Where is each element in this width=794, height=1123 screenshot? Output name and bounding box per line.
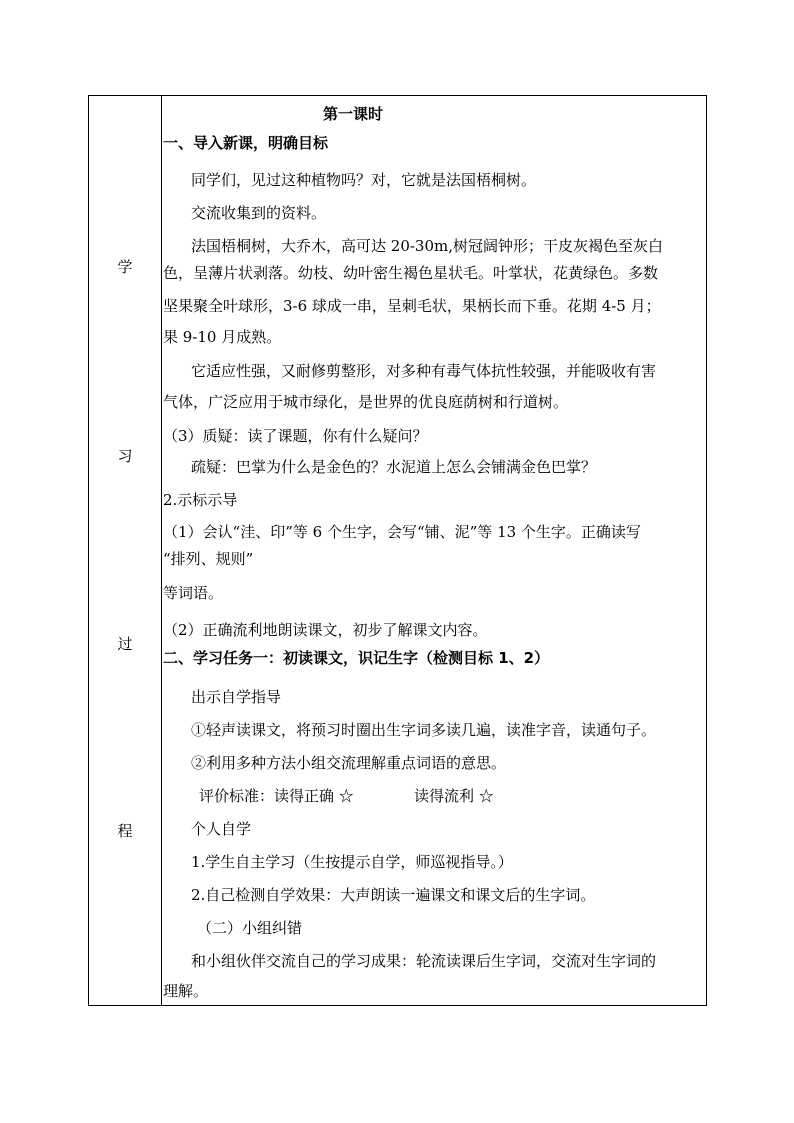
goal-heading: 2.示标示导 bbox=[163, 491, 238, 509]
side-label-char-3: 过 bbox=[117, 635, 133, 653]
paragraph-3-line-3: 坚果聚全叶球形，3-6 球成一串，呈刺毛状，果柄长而下垂。花期 4-5 月； bbox=[163, 297, 661, 315]
goal-1-line-3: 等词语。 bbox=[163, 584, 224, 602]
criteria-fluent: 读得流利 ☆ bbox=[414, 787, 494, 805]
paragraph-4-line-1: 它适应性强，又耐修剪整形，对多种有毒气体抗性较强，并能吸收有害 bbox=[191, 362, 657, 380]
lesson-title: 第一课时 bbox=[323, 105, 384, 123]
question-3: （3）质疑：读了课题，你有什么疑问？ bbox=[163, 427, 428, 445]
lesson-plan-table bbox=[88, 95, 707, 1006]
side-label-char-2: 习 bbox=[117, 447, 133, 465]
guide-item-2: ②利用多种方法小组交流理解重点词语的意思。 bbox=[191, 754, 507, 772]
self-study-title: 个人自学 bbox=[191, 820, 252, 838]
side-label-char-1: 学 bbox=[117, 258, 133, 276]
goal-1-line-2: “排列、规则” bbox=[163, 550, 254, 568]
group-paragraph-line-2: 理解。 bbox=[163, 982, 209, 1000]
paragraph-4-line-2: 气体，广泛应用于城市绿化，是世界的优良庭荫树和行道树。 bbox=[163, 393, 569, 411]
group-correction-title: （二）小组纠错 bbox=[197, 919, 303, 937]
goal-1-line-1: （1）会认“洼、印”等 6 个生字，会写“铺、泥”等 13 个生字。正确读写 bbox=[163, 523, 641, 541]
paragraph-1: 同学们，见过这种植物吗？对，它就是法国梧桐树。 bbox=[191, 171, 537, 189]
question-3-answer: 疏疑：巴掌为什么是金色的？水泥道上怎么会铺满金色巴掌？ bbox=[191, 458, 597, 476]
group-paragraph-line-1: 和小组伙伴交流自己的学习成果：轮流读课后生字词，交流对生字词的 bbox=[191, 952, 657, 970]
paragraph-3-line-4: 果 9-10 月成熟。 bbox=[163, 328, 282, 346]
guide-title: 出示自学指导 bbox=[191, 688, 282, 706]
section1-heading: 一、导入新课，明确目标 bbox=[163, 134, 329, 152]
guide-item-1: ①轻声读课文，将预习时圈出生字词多读几遍，读准字音，读通句子。 bbox=[191, 721, 657, 739]
paragraph-3-line-1: 法国梧桐树，大乔木，高可达 20-30m,树冠阔钟形；干皮灰褐色至灰白 bbox=[191, 237, 664, 255]
paragraph-2: 交流收集到的资料。 bbox=[191, 204, 327, 222]
self-study-step-2: 2.自己检测自学效果：大声朗读一遍课文和课文后的生字词。 bbox=[191, 886, 596, 904]
paragraph-3-line-2: 色，呈薄片状剥落。幼枝、幼叶密生褐色星状毛。叶掌状，花黄绿色。多数 bbox=[163, 264, 659, 282]
goal-2: （2）正确流利地朗读课文，初步了解课文内容。 bbox=[163, 621, 488, 639]
side-label-char-4: 程 bbox=[117, 822, 133, 840]
self-study-step-1: 1.学生自主学习（生按提示自学，师巡视指导。） bbox=[191, 853, 513, 871]
section2-heading: 二、学习任务一：初读课文，识记生字（检测目标 1、2） bbox=[163, 649, 550, 667]
criteria-correct: 评价标准：读得正确 ☆ bbox=[199, 787, 354, 805]
column-divider bbox=[161, 96, 162, 1005]
